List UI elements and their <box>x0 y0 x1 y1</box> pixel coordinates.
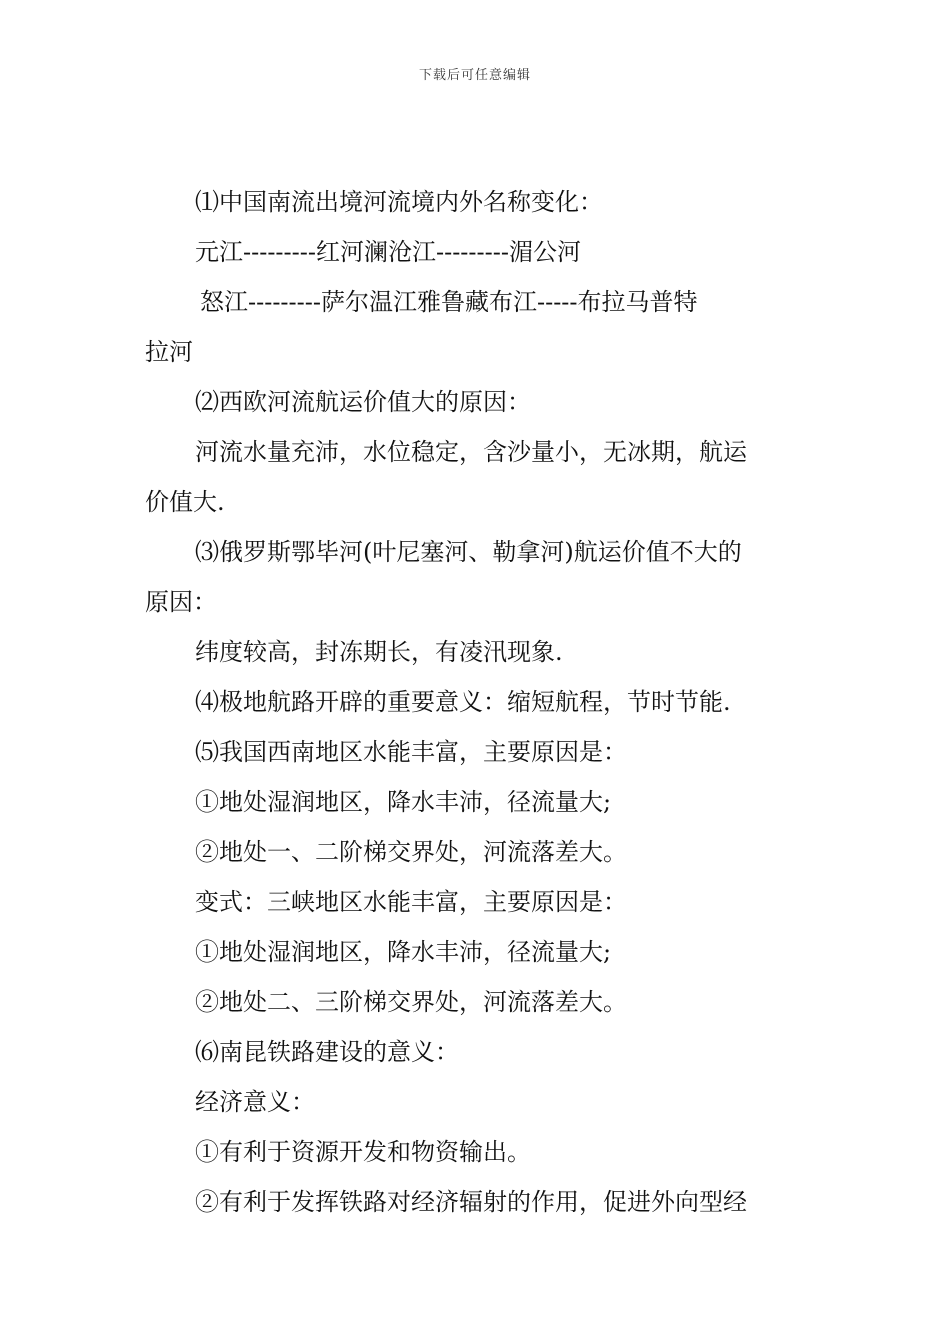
text-line: 变式：三峡地区水能丰富，主要原因是： <box>195 888 627 916</box>
text-line: ⑶俄罗斯鄂毕河(叶尼塞河、勒拿河)航运价值不大的 <box>195 538 742 566</box>
text-line: 经济意义： <box>195 1088 315 1116</box>
text-line: ②有利于发挥铁路对经济辐射的作用，促进外向型经 <box>195 1188 747 1216</box>
text-line: ⑴中国南流出境河流境内外名称变化： <box>195 188 603 216</box>
text-line: ②地处二、三阶梯交界处，河流落差大。 <box>195 988 627 1016</box>
page-header: 下载后可任意编辑 <box>418 68 531 83</box>
text-line: ①地处湿润地区，降水丰沛，径流量大; <box>195 788 612 816</box>
text-line: ⑸我国西南地区水能丰富，主要原因是： <box>195 738 627 766</box>
text-line: 怒江---------萨尔温江雅鲁藏布江-----布拉马普特 <box>200 288 698 316</box>
text-line: ②地处一、二阶梯交界处，河流落差大。 <box>195 838 627 866</box>
text-line: ⑵西欧河流航运价值大的原因： <box>195 388 531 416</box>
text-line: ①有利于资源开发和物资输出。 <box>195 1138 531 1166</box>
text-line: 元江---------红河澜沧江---------湄公河 <box>195 238 581 266</box>
text-line: 拉河 <box>145 338 193 366</box>
document-body <box>145 177 810 1227</box>
text-line: 价值大. <box>145 488 225 516</box>
text-line: 原因： <box>145 588 217 616</box>
text-line: ⑷极地航路开辟的重要意义：缩短航程，节时节能. <box>195 688 731 716</box>
text-line: ①地处湿润地区，降水丰沛，径流量大; <box>195 938 612 966</box>
text-line: 纬度较高，封冻期长，有凌汛现象. <box>195 638 563 666</box>
text-line: 河流水量充沛，水位稳定，含沙量小，无冰期，航运 <box>195 438 747 466</box>
text-line: ⑹南昆铁路建设的意义： <box>195 1038 459 1066</box>
